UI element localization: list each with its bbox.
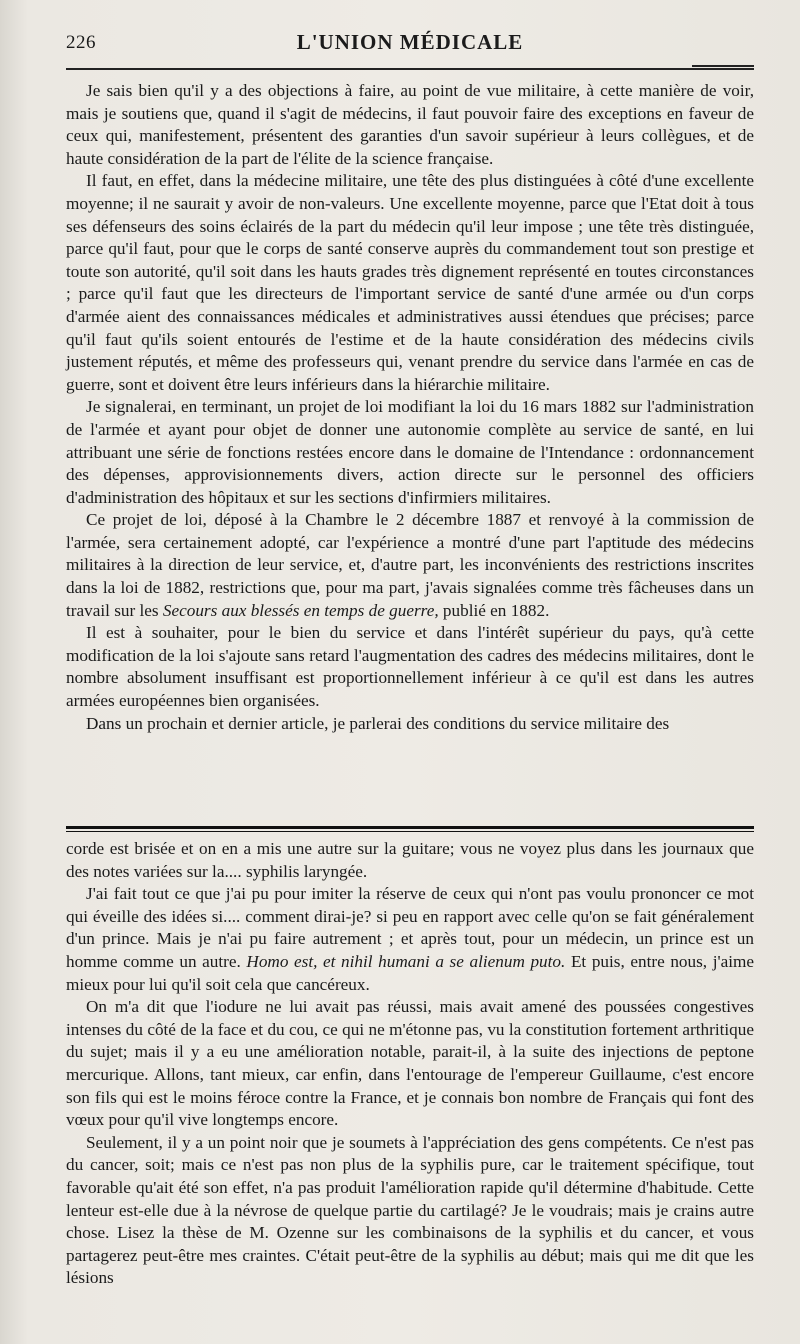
paragraph: corde est brisée et on en a mis une autre sur la guitare; vous ne voyez plus dans les journaux que des notes variées sur la.... syphilis laryngée. <box>66 839 754 881</box>
paragraph: Je sais bien qu'il y a des objections à faire, au point de vue militaire, à cette manière de voir, mais je soutiens que, quand il s'agit de médecins, il faut pouvoir faire des exceptions en faveur de ceux qui, manifestement, présentent des garanties d'un savoir supérieur à leurs collègues, et de haute considération de la part de l'élite de la science française. <box>66 81 754 168</box>
main-article-text <box>66 80 754 735</box>
header-rule <box>66 68 754 70</box>
text-run: Ce projet de loi, déposé à la Chambre le 2 décembre 1887 et renvoyé à la commission de l'armée, sera certainement adopté, car l'expérience a montré d'une part l'aptitude des médecins militaires à la direction de leur service, et, d'autre part, les inconvénients des restrictions inscrites dans la loi de 1882, restrictions que, pour ma part, j'avais signalées comme très fâcheuses dans un travail sur les <box>66 510 754 620</box>
text-run: publié en 1882. <box>438 600 550 620</box>
journal-title: L'UNION MÉDICALE <box>296 30 524 54</box>
paragraph: On m'a dit que l'iodure ne lui avait pas réussi, mais avait amené des poussées congestives intenses du côté de la face et du cou, ce qui ne m'étonne pas, vu la constitution fortement arthritique du sujet; mais il y a eu une amélioration notable, parait-il, à la suite des injections de peptone mercurique. Allons, tant mieux, car enfin, dans l'entourage de l'empereur Guillaume, c'est encore son fils qui est le moins féroce contre la France, et je connais bon nombre de Français qui font des vœux pour qu'il vive longtemps encore. <box>66 997 754 1130</box>
paragraph: Seulement, il y a un point noir que je soumets à l'appréciation des gens compétents. Ce n'est pas du cancer, soit; mais ce n'est pas non plus de la syphilis pure, car le traitement spécifique, tout favorable qu'ait été son effet, n'a pas produit l'amélioration rapide qu'il détermine d'habitude. Cette lenteur est-elle due à la névrose de quelque partie du cartilagé? Je le voudrais; mais je crains autre chose. Lisez la thèse de M. Ozenne sur les combinaisons de la syphilis et du cancer, et vous partagerez peut-être mes craintes. C'était peut-être de la syphilis au début; mais qui me dit que les lésions <box>66 1132 754 1288</box>
latin-quote: Homo est, et nihil humani a se alienum puto. <box>246 951 566 971</box>
paragraph <box>66 883 754 996</box>
page-number: 226 <box>66 32 96 53</box>
paragraph <box>66 509 754 622</box>
text-run: J'ai fait tout ce que j'ai pu pour imiter la réserve de ceux qui n'ont pas voulu prononcer ce mot qui éveille des idées si.... comment dirai-je? si peu en rapport avec celle qu'on se fait généralement d'un prince. Mais je n'ai pu faire autrement ; et après tout, pour un médecin, un prince est un homme comme un autre. <box>66 884 754 971</box>
separator-thin-rule <box>66 831 754 832</box>
paragraph: Dans un prochain et dernier article, je parlerai des conditions du service militaire des <box>86 713 670 733</box>
text-run: Et puis, entre nous, j'aime mieux pour lui qu'il soit cela que cancéreux. <box>66 951 754 994</box>
paragraph: Il faut, en effet, dans la médecine militaire, une tête des plus distinguées à côté d'une excellente moyenne; il ne saurait y avoir de non-valeurs. Une excellente moyenne, parce que l'Etat doit à tous ses défenseurs des soins éclairés de la part du médecin qu'il leur impose ; une tête très distinguée, parce qu'il faut, pour que le corps de santé conserve auprès du commandement tout son prestige et toute son autorité, qu'il soit dans les hauts grades très dignement représenté en toutes circonstances ; parce qu'il faut que les directeurs de l'important service de santé d'une armée ou d'un corps d'armée aient des connaissances médicales et administratives aussi étendues que précises; parce qu'il faut qu'ils soient entourés de l'estime et de la haute considération des médecins civils justement réputés, et même des professeurs qui, venant prendre du service dans l'armée en cas de guerre, sont et doivent être leurs inférieurs dans la hiérarchie militaire. <box>66 171 754 394</box>
section-separator <box>66 826 754 832</box>
page-header <box>66 30 754 60</box>
paragraph: Je signalerai, en terminant, un projet de loi modifiant la loi du 16 mars 1882 sur l'administration de l'armée et ayant pour objet de donner une autonomie complète au service de santé, en lui attribuant une série de fonctions restées encore dans le domaine de l'Intendance : ordonnancement des dépenses, approvisionnements divers, action directe sur le personnel des officiers d'administration des hôpitaux et sur les sections d'infirmiers militaires. <box>66 397 754 507</box>
italic-title: Secours aux blessés en temps de guerre, <box>162 600 439 620</box>
separator-thick-rule <box>66 826 754 829</box>
header-rule-short <box>692 65 754 67</box>
paragraph: Il est à souhaiter, pour le bien du service et dans l'intérêt supérieur du pays, qu'à cette modification de la loi s'ajoute sans retard l'augmentation des cadres des médecins militaires, dont le nombre absolument insuffisant est proportionnellement inférieur à ce qu'il est dans les autres armées européennes bien organisées. <box>66 623 754 711</box>
feuilleton-text <box>66 838 754 1290</box>
